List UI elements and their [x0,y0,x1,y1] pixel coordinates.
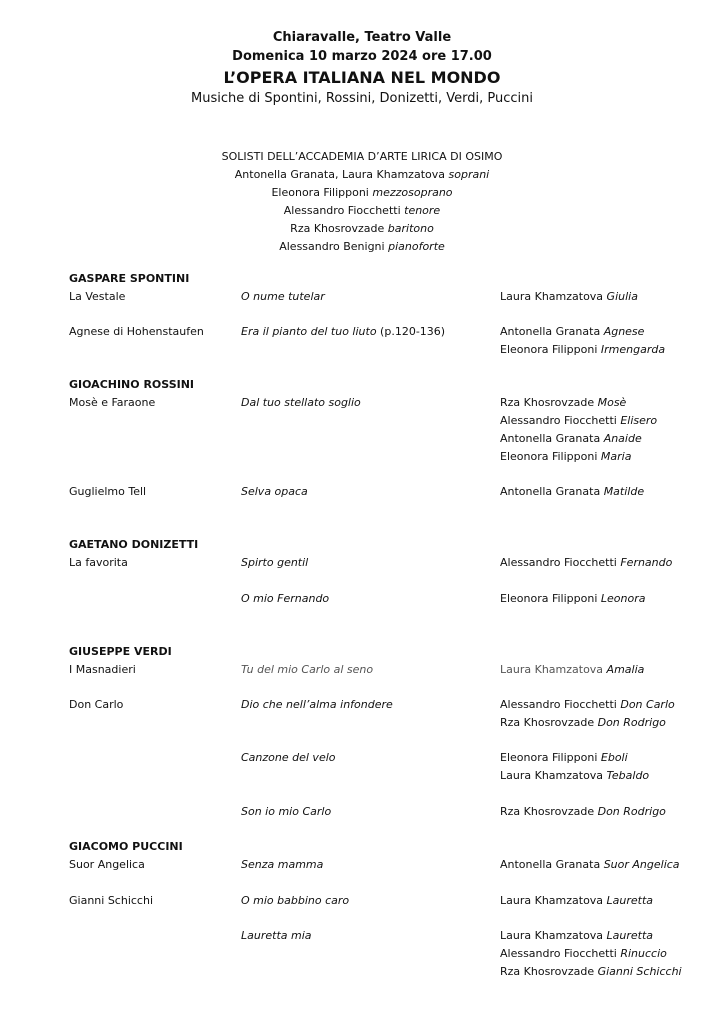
opera-title: Mosè e Faraone [69,396,156,409]
composer-heading: GAETANO DONIZETTI [69,538,199,551]
performers [500,483,644,501]
performer-name: Laura Khamzatova [500,663,607,676]
performer [500,749,649,767]
program-row [69,483,709,536]
program [69,270,709,983]
performer-role: Elisero [620,414,658,427]
cast-role: mezzosoprano [372,186,453,199]
cast-role: pianoforte [388,240,445,253]
performers [500,856,680,874]
performer-role: Leonora [600,592,646,605]
aria-title: Era il pianto del tuo liuto [241,325,377,338]
aria [241,803,331,821]
performer-role: Mosè [597,396,627,409]
opera-title: I Masnadieri [69,663,136,676]
cast-line [0,238,724,256]
aria [241,590,329,608]
performer [500,927,682,945]
performer-name: Antonella Granata [500,485,604,498]
performers [500,892,653,910]
performer-name: Laura Khamzatova [500,929,607,942]
concert-title: L’OPERA ITALIANA NEL MONDO [223,68,501,87]
performer-name: Alessandro Fiocchetti [500,698,621,711]
performer [500,341,665,359]
aria [241,483,308,501]
aria [241,323,445,341]
performer-role: Maria [600,450,632,463]
performer-role: Lauretta [606,894,654,907]
program-row [69,288,709,323]
opera-title: Suor Angelica [69,858,145,871]
performer-name: Laura Khamzatova [500,290,607,303]
performer-role: Agnese [603,325,645,338]
aria [241,892,349,910]
performer [500,554,672,572]
performer-name: Antonella Granata [500,325,604,338]
performer-name: Antonella Granata [500,432,604,445]
performer-name: Eleonora Filipponi [500,751,601,764]
performer-role: Don Rodrigo [597,716,666,729]
aria-title: Selva opaca [241,485,308,498]
aria-title: Dio che nell’alma infondere [241,698,393,711]
aria [241,288,325,306]
performer-role: Suor Angelica [603,858,680,871]
performer-role: Rinuccio [620,947,667,960]
performer [500,323,665,341]
cast-names: Alessandro Fiocchetti [283,204,405,217]
performer-name: Rza Khosrovzade [500,965,598,978]
venue: Chiaravalle, Teatro Valle [272,30,452,45]
performers [500,803,666,821]
performer [500,696,675,714]
performer [500,892,653,910]
performers [500,927,682,981]
composer-heading: GIACOMO PUCCINI [69,840,183,853]
performer-role: Lauretta [606,929,654,942]
performer [500,483,644,501]
aria-title: Canzone del velo [241,751,336,764]
cast-list [0,148,724,256]
performer-name: Rza Khosrovzade [500,716,598,729]
composer-heading: GASPARE SPONTINI [69,272,190,285]
cast-names: Eleonora Filipponi [271,186,373,199]
aria-title: O nume tutelar [241,290,325,303]
performer-name: Rza Khosrovzade [500,396,598,409]
aria [241,696,393,714]
performer-name: Alessandro Fiocchetti [500,947,621,960]
performer [500,963,682,981]
program-row [69,856,709,892]
performer-role: Tebaldo [606,769,650,782]
aria [241,856,323,874]
performers [500,394,657,466]
aria [241,927,312,945]
program-row [69,927,709,983]
program-row [69,803,709,838]
opera-title: Gianni Schicchi [69,894,153,907]
performer-name: Alessandro Fiocchetti [500,414,621,427]
composer-heading: GIOACHINO ROSSINI [69,378,195,391]
cast-line [0,184,724,202]
performers [500,323,665,359]
performer-role: Fernando [620,556,673,569]
cast-line [0,202,724,220]
performers [500,554,672,572]
aria-title: Tu del mio Carlo al seno [241,663,374,676]
performer-name: Antonella Granata [500,858,604,871]
performer-role: Irmengarda [600,343,666,356]
performer-role: Giulia [606,290,638,303]
performer [500,394,657,412]
aria [241,394,361,412]
performer-name: Laura Khamzatova [500,894,607,907]
performer [500,661,644,679]
performer-name: Eleonora Filipponi [500,343,601,356]
cast-role: baritono [387,222,434,235]
performer [500,714,675,732]
performer [500,412,657,430]
aria-title: Lauretta mia [241,929,312,942]
opera-title: La favorita [69,556,128,569]
performer-name: Laura Khamzatova [500,769,607,782]
performer-role: Don Rodrigo [597,805,666,818]
program-row [69,323,709,376]
program-row [69,661,709,696]
performers [500,590,645,608]
performer-role: Gianni Schicchi [597,965,682,978]
concert-subtitle: Musiche di Spontini, Rossini, Donizetti, Verdi, Puccini [191,91,533,106]
opera-title: Don Carlo [69,698,124,711]
opera-title: La Vestale [69,290,126,303]
cast-line [0,220,724,238]
performer-name: Alessandro Fiocchetti [500,556,621,569]
performer-role: Amalia [606,663,645,676]
aria-title: O mio Fernando [241,592,330,605]
cast-heading: SOLISTI DELL’ACCADEMIA D’ARTE LIRICA DI OSIMO [221,150,503,163]
performer [500,803,666,821]
aria [241,554,308,572]
opera-title: Guglielmo Tell [69,485,147,498]
performers [500,696,675,732]
cast-names: Alessandro Benigni [279,240,389,253]
aria [241,661,373,679]
program-row [69,892,709,927]
performer [500,767,649,785]
program-row [69,554,709,590]
program-row [69,590,709,643]
aria-title: Spirto gentil [241,556,309,569]
performer-name: Rza Khosrovzade [500,805,598,818]
composer-heading: GIUSEPPE VERDI [69,645,172,658]
program-row [69,749,709,803]
cast-role: tenore [404,204,441,217]
opera-title: Agnese di Hohenstaufen [69,325,204,338]
aria-title: Son io mio Carlo [241,805,332,818]
aria-title: O mio babbino caro [241,894,350,907]
cast-line [0,166,724,184]
cast-names: Antonella Granata, Laura Khamzatova [234,168,449,181]
performer [500,430,657,448]
performer [500,288,638,306]
cast-role: soprani [448,168,490,181]
concert-date: Domenica 10 marzo 2024 ore 17.00 [232,49,492,64]
performer-role: Don Carlo [620,698,675,711]
performer-role: Matilde [603,485,645,498]
performer [500,448,657,466]
aria-title: Senza mamma [241,858,324,871]
performer [500,945,682,963]
aria-title: Dal tuo stellato soglio [241,396,361,409]
performers [500,288,638,306]
performer-name: Eleonora Filipponi [500,450,601,463]
aria-note: (p.120-136) [376,325,446,338]
performer [500,590,645,608]
performer-role: Anaide [603,432,642,445]
program-row [69,394,709,483]
program-row [69,696,709,749]
aria [241,749,336,767]
performer-role: Eboli [600,751,628,764]
performers [500,661,644,679]
performer [500,856,680,874]
concert-header [0,28,724,109]
cast-names: Rza Khosrovzade [290,222,388,235]
performer-name: Eleonora Filipponi [500,592,601,605]
performers [500,749,649,785]
